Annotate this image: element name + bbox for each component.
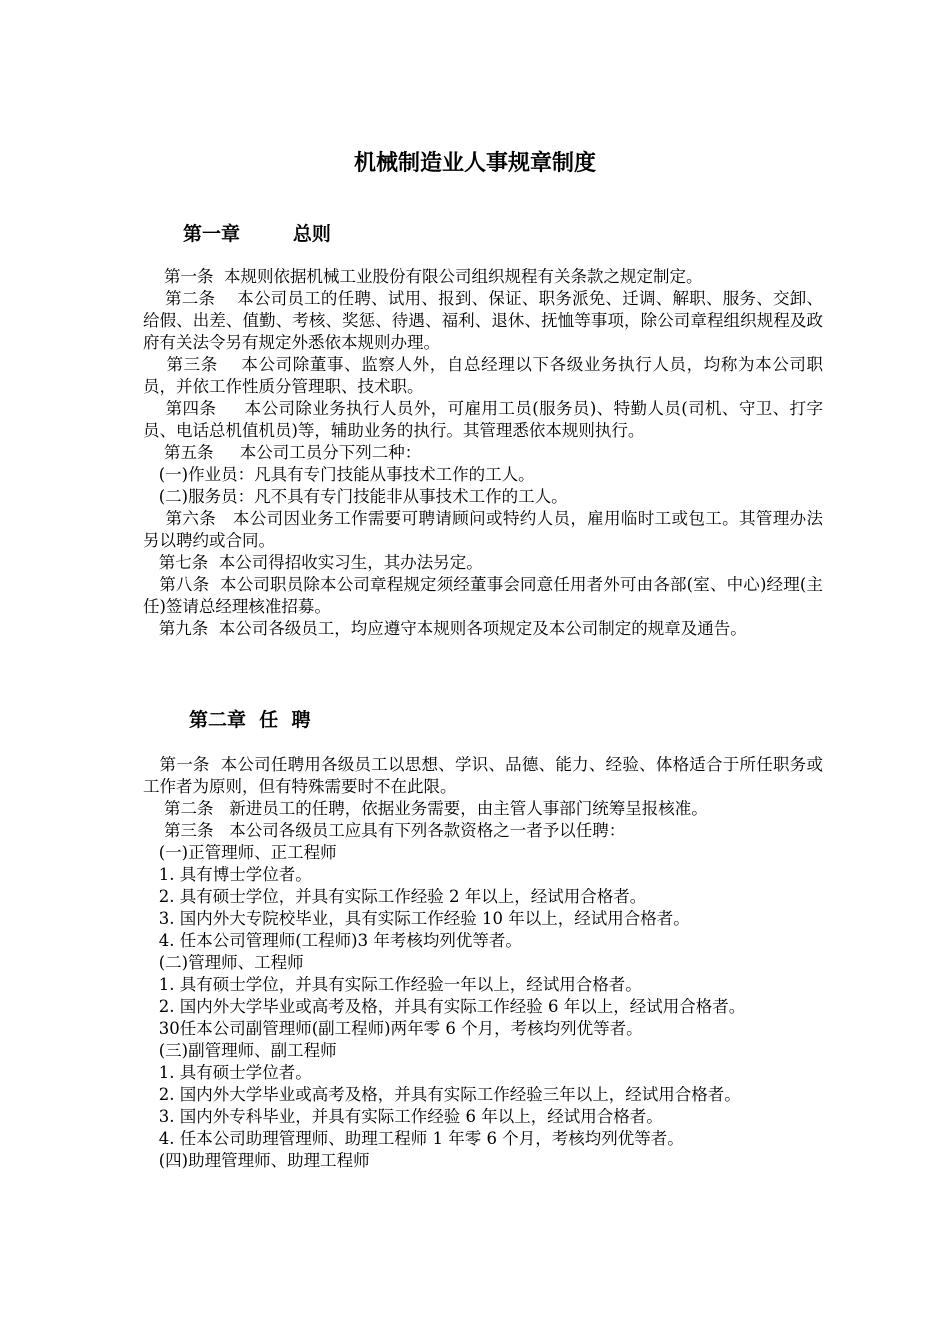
paragraph: 3. 国内外专科毕业，并具有实际工作经验 6 年以上，经试用合格者。 (143, 1107, 663, 1126)
chapter-1-body (143, 266, 823, 640)
paragraph: (三)副管理师、副工程师 (143, 1041, 337, 1060)
paragraph: 第二条 新进员工的任聘，依据业务需要，由主管人事部门统筹呈报核准。 (143, 799, 708, 818)
paragraph: 3. 国内外大专院校毕业，具有实际工作经验 10 年以上，经试用合格者。 (143, 909, 690, 928)
paragraph: 第七条 本公司得招收实习生，其办法另定。 (143, 553, 483, 572)
paragraph: 4. 任本公司助理管理师、助理工程师 1 年零 6 个月，考核均列优等者。 (143, 1129, 684, 1148)
paragraph: 第四条 本公司除业务执行人员外，可雇用工员(服务员)、特勤人员(司机、守卫、打字员、电话总机值机员)等，辅助业务的执行。其管理悉依本规则执行。 (143, 399, 823, 440)
paragraph: (二)管理师、工程师 (143, 953, 304, 972)
paragraph: (四)助理管理师、助理工程师 (143, 1151, 370, 1170)
paragraph: 2. 具有硕士学位，并具有实际工作经验 2 年以上，经试用合格者。 (143, 887, 647, 906)
paragraph: 2. 国内外大学毕业或高考及格，并具有实际工作经验三年以上，经试用合格者。 (143, 1085, 741, 1104)
paragraph: 第一条 本规则依据机械工业股份有限公司组织规程有关条款之规定制定。 (143, 267, 703, 286)
chapter-heading-2: 第二章 任 聘 (189, 709, 311, 731)
paragraph: 30任本公司副管理师(副工程师)两年零 6 个月，考核均列优等者。 (143, 1019, 643, 1038)
paragraph: 1. 具有硕士学位者。 (143, 1063, 312, 1082)
paragraph: 第二条 本公司员工的任聘、试用、报到、保证、职务派免、迁调、解职、服务、交卸、给假、出差、值勤、考核、奖惩、待遇、福利、退休、抚恤等事项，除公司章程组织规程及政府有关法令另有规定外悉依本规则办理。 (143, 289, 823, 352)
paragraph: (二)服务员：凡不具有专门技能非从事技术工作的工人。 (143, 487, 568, 506)
paragraph: 第一条 本公司任聘用各级员工以思想、学识、品德、能力、经验、体格适合于所任职务或工作者为原则，但有特殊需要时不在此限。 (143, 755, 823, 796)
chapter-2-body (143, 754, 823, 1172)
document-title: 机械制造业人事规章制度 (353, 151, 596, 176)
paragraph: 1. 具有硕士学位，并具有实际工作经验一年以上，经试用合格者。 (143, 975, 642, 994)
paragraph: (一)正管理师、正工程师 (143, 843, 337, 862)
paragraph: 第五条 本公司工员分下列二种： (143, 443, 422, 462)
paragraph: 4. 任本公司管理师(工程师)3 年考核均列优等者。 (143, 931, 522, 950)
paragraph: 第三条 本公司各级员工应具有下列各款资格之一者予以任聘： (143, 821, 626, 840)
paragraph: 第三条 本公司除董事、监察人外，自总经理以下各级业务执行人员，均称为本公司职员，并依工作性质分管理职、技术职。 (143, 355, 823, 396)
paragraph: 第八条 本公司职员除本公司章程规定须经董事会同意任用者外可由各部(室、中心)经理(主任)签请总经理核准招募。 (143, 575, 823, 616)
paragraph: (一)作业员：凡具有专门技能从事技术工作的工人。 (143, 465, 535, 484)
paragraph: 第六条 本公司因业务工作需要可聘请顾问或特约人员，雇用临时工或包工。其管理办法另以聘约或合同。 (143, 509, 823, 550)
paragraph: 2. 国内外大学毕业或高考及格，并具有实际工作经验 6 年以上，经试用合格者。 (143, 997, 746, 1016)
paragraph: 1. 具有博士学位者。 (143, 865, 312, 884)
paragraph: 第九条 本公司各级员工，均应遵守本规则各项规定及本公司制定的规章及通告。 (143, 619, 747, 638)
chapter-heading-1: 第一章 总则 (183, 223, 331, 245)
